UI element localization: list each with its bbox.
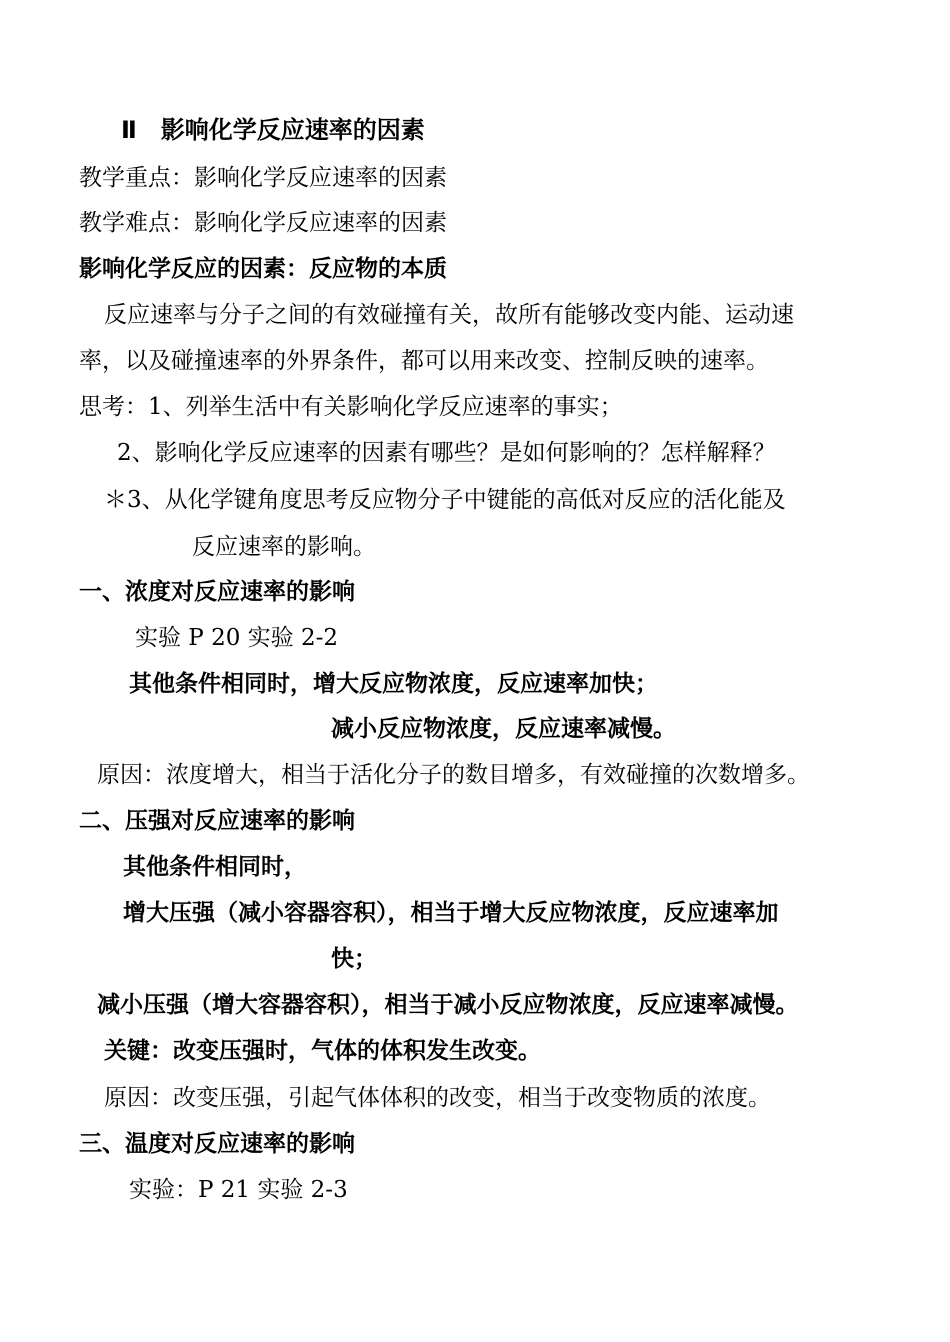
section-1-experiment: 实验 P 20 实验 2-2 xyxy=(135,625,339,651)
section-3-experiment: 实验：P 21 实验 2-3 xyxy=(129,1177,348,1203)
section-2-condition: 其他条件相同时， xyxy=(123,854,307,880)
think-question-1: 思考：1、列举生活中有关影响化学反应速率的事实； xyxy=(79,394,623,420)
section-1-rule-1: 其他条件相同时，增大反应物浓度，反应速率加快； xyxy=(129,671,658,697)
intro-line-1: 反应速率与分子之间的有效碰撞有关，故所有能够改变内能、运动速 xyxy=(104,302,794,328)
think-question-3: ＊3、从化学键角度思考反应物分子中键能的高低对反应的活化能及 xyxy=(104,487,786,513)
key-point: 教学重点：影响化学反应速率的因素 xyxy=(79,165,447,191)
difficult-point: 教学难点：影响化学反应速率的因素 xyxy=(79,210,447,236)
section-2-reason: 原因：改变压强，引起气体体积的改变，相当于改变物质的浓度。 xyxy=(104,1085,771,1111)
section-2-rule-2: 减小压强（增大容器容积），相当于减小反应物浓度，反应速率减慢。 xyxy=(97,992,799,1018)
page-title: Ⅱ 影响化学反应速率的因素 xyxy=(121,116,425,144)
section-1-heading: 一、浓度对反应速率的影响 xyxy=(79,579,355,605)
section-2-rule-1-cont: 快； xyxy=(331,946,377,972)
section-2-rule-1: 增大压强（减小容器容积），相当于增大反应物浓度，反应速率加 xyxy=(123,900,779,926)
think-question-2: 2、影响化学反应速率的因素有哪些？是如何影响的？怎样解释？ xyxy=(117,440,776,466)
section-2-key: 关键：改变压强时，气体的体积发生改变。 xyxy=(104,1038,541,1064)
think-question-3-cont: 反应速率的影响。 xyxy=(192,534,376,560)
section-1-rule-2: 减小反应物浓度，反应速率减慢。 xyxy=(331,716,676,742)
section-2-heading: 二、压强对反应速率的影响 xyxy=(79,808,355,834)
intro-line-2: 率，以及碰撞速率的外界条件，都可以用来改变、控制反映的速率。 xyxy=(79,348,769,374)
factors-heading: 影响化学反应的因素：反应物的本质 xyxy=(79,256,447,282)
section-1-reason: 原因：浓度增大，相当于活化分子的数目增多，有效碰撞的次数增多。 xyxy=(97,762,810,788)
section-3-heading: 三、温度对反应速率的影响 xyxy=(79,1131,355,1157)
